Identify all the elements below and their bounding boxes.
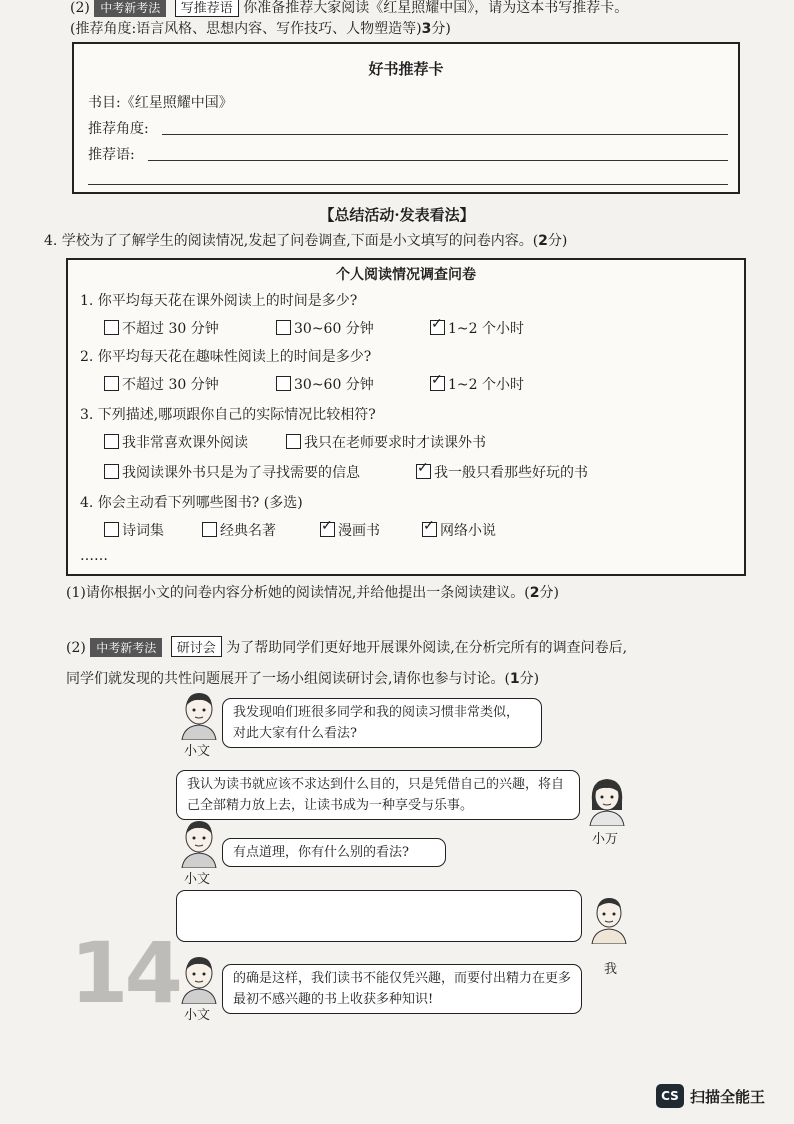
checkbox[interactable] — [276, 376, 291, 391]
boy-avatar-icon — [178, 690, 220, 740]
checkbox[interactable] — [286, 434, 301, 449]
speaker-name-xiaowen-2: 小文 — [184, 872, 211, 887]
card-rec-label: 推荐语: — [88, 147, 135, 163]
checkbox[interactable] — [104, 434, 119, 449]
student-me-avatar-icon — [588, 894, 630, 944]
q2-option-2[interactable]: 30~60 分钟 — [276, 374, 374, 394]
top-instruction: 你准备推荐大家阅读《红星照耀中国》，请为这本书写推荐卡。 — [243, 0, 629, 16]
check-mark-icon: ✓ — [423, 518, 435, 534]
section-title: 【总结活动·发表看法】 — [319, 206, 475, 224]
checkbox-checked[interactable] — [430, 316, 445, 335]
checkbox[interactable] — [202, 522, 217, 537]
checkbox[interactable] — [276, 320, 291, 335]
camscanner-logo-icon: CS — [656, 1084, 684, 1108]
checkbox-checked[interactable] — [422, 518, 437, 537]
q1-option-3[interactable]: ✓ 1~2 个小时 — [431, 316, 524, 337]
speaker-name-xiaowen-1: 小文 — [184, 744, 211, 759]
speech-bubble-3: 有点道理，你有什么别的看法? — [222, 838, 446, 867]
speaker-name-me: 我 — [604, 962, 618, 977]
check-mark-icon: ✓ — [431, 372, 443, 388]
angle-hint-line — [70, 18, 451, 38]
sub1-text: (1)请你根据小文的问卷内容分析她的阅读情况,并给他提出一条阅读建议。( — [66, 585, 530, 601]
survey-q1: 1. 你平均每天花在课外阅读上的时间是多少? — [80, 293, 358, 309]
q4-option-4[interactable]: ✓ 网络小说 — [423, 518, 496, 539]
girl-avatar-icon — [586, 776, 628, 826]
sub2-line-1 — [66, 636, 627, 657]
survey-ellipsis: …… — [80, 548, 108, 564]
sub2-label: 研讨会 — [171, 636, 222, 657]
survey-q3: 3. 下列描述,哪项跟你自己的实际情况比较相符? — [80, 407, 376, 423]
check-mark-icon: ✓ — [431, 316, 443, 332]
card-title: 好书推荐卡 — [368, 60, 444, 78]
rec-answer-line-2[interactable] — [88, 184, 728, 185]
sub1-score-unit: 分) — [539, 585, 559, 601]
q3-option-1[interactable]: 我非常喜欢课外阅读 — [104, 432, 248, 452]
card-book: 书目:《红星照耀中国》 — [88, 95, 233, 111]
survey-q2: 2. 你平均每天花在趣味性阅读上的时间是多少? — [80, 349, 372, 365]
rec-answer-line-1[interactable] — [148, 160, 728, 161]
q4-option-3[interactable]: ✓ 漫画书 — [321, 518, 380, 539]
sub2-text-2: 同学们就发现的共性问题展开了一场小组阅读研讨会,请你也参与讨论。( — [66, 671, 510, 687]
check-mark-icon: ✓ — [321, 518, 333, 534]
top-score-unit: 分) — [431, 21, 451, 37]
checkbox[interactable] — [104, 376, 119, 391]
answer-bubble-me[interactable] — [176, 890, 582, 942]
q1-option-2[interactable]: 30~60 分钟 — [276, 318, 374, 338]
q4-score-unit: 分) — [547, 233, 568, 249]
survey-q4: 4. 你会主动看下列哪些图书? (多选) — [80, 495, 303, 511]
checkbox-checked[interactable] — [320, 518, 335, 537]
top-question-tag: 中考新考法 — [94, 0, 166, 17]
angle-hint: (推荐角度:语言风格、思想内容、写作技巧、人物塑造等) — [70, 21, 422, 37]
q3-option-2[interactable]: 我只在老师要求时才读课外书 — [286, 432, 486, 452]
angle-answer-line[interactable] — [162, 134, 728, 135]
q4-stem-line — [44, 230, 567, 250]
recommendation-card — [72, 42, 740, 194]
q4-score-digit: 2 — [538, 233, 548, 249]
sub1-line — [66, 582, 559, 602]
sub2-line-2 — [66, 668, 539, 688]
camscanner-text: 扫描全能王 — [690, 1088, 766, 1106]
sub1-score-digit: 2 — [529, 585, 540, 601]
card-angle-label: 推荐角度: — [88, 121, 149, 137]
survey-form — [66, 258, 746, 576]
checkbox[interactable] — [104, 522, 119, 537]
speech-bubble-1: 我发现咱们班很多同学和我的阅读习惯非常类似，对此大家有什么看法? — [222, 698, 542, 748]
checkbox[interactable] — [104, 320, 119, 335]
speech-bubble-5: 的确是这样，我们读书不能仅凭兴趣，而要付出精力在更多最初不感兴趣的书上收获多种知识! — [222, 964, 582, 1014]
q3-option-3[interactable]: 我阅读课外书只是为了寻找需要的信息 — [104, 462, 360, 482]
sub2-tag: 中考新考法 — [90, 638, 162, 657]
q4-option-2[interactable]: 经典名著 — [202, 520, 276, 540]
q4-stem: 4. 学校为了了解学生的阅读情况,发起了问卷调查,下面是小文填写的问卷内容。( — [44, 233, 539, 249]
q1-option-1[interactable]: 不超过 30 分钟 — [104, 318, 219, 338]
q2-option-3[interactable]: ✓ 1~2 个小时 — [431, 372, 524, 393]
boy-avatar-icon — [178, 954, 220, 1004]
sub2-score-unit: 分) — [519, 671, 540, 687]
q2-option-1[interactable]: 不超过 30 分钟 — [104, 374, 219, 394]
page-number: 14 — [70, 924, 179, 1022]
top-question-label: 写推荐语 — [175, 0, 239, 17]
top-question-line — [70, 0, 628, 17]
top-part-num: (2) — [70, 0, 90, 16]
sub2-num: (2) — [66, 640, 86, 656]
checkbox-checked[interactable] — [430, 372, 445, 391]
speaker-name-xiaowen-3: 小文 — [184, 1008, 211, 1023]
speaker-name-xiaowan: 小万 — [592, 832, 619, 847]
q3-option-4[interactable]: ✓ 我一般只看那些好玩的书 — [417, 460, 588, 481]
checkbox[interactable] — [104, 464, 119, 479]
sub2-score-digit: 1 — [509, 671, 520, 687]
q4-option-1[interactable]: 诗词集 — [104, 520, 164, 540]
top-score-digit: 3 — [421, 21, 432, 37]
checkbox-checked[interactable] — [416, 460, 431, 479]
speech-bubble-2: 我认为读书就应该不求达到什么目的，只是凭借自己的兴趣，将自己全部精力放上去，让读书成为一种享受与乐事。 — [176, 770, 580, 820]
sub2-text-1: 为了帮助同学们更好地开展课外阅读,在分析完所有的调查问卷后, — [226, 640, 628, 656]
boy-avatar-icon — [178, 818, 220, 868]
check-mark-icon: ✓ — [417, 460, 429, 476]
survey-title: 个人阅读情况调查问卷 — [336, 267, 476, 283]
